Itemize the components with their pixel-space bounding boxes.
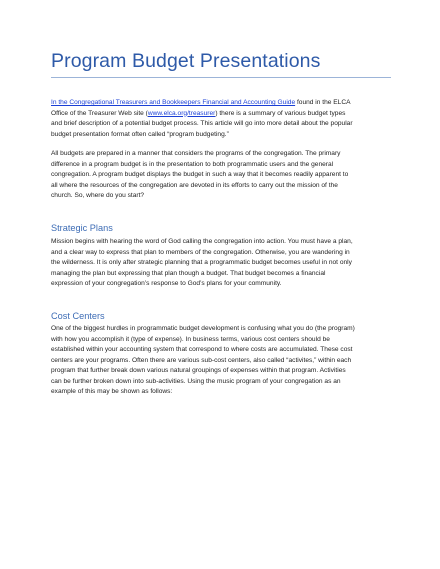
cost-centers-paragraph <box>51 324 393 398</box>
strategic-plans-heading: Strategic Plans <box>51 223 113 233</box>
body-line: All budgets are prepared in a manner that considers the programs of the congregation. The primary <box>51 150 341 157</box>
body-line: can be further broken down into sub-activities. Using the music program of your congregation as an <box>51 377 341 385</box>
intro-line-2-pre: Office of the Treasurer Web site ( <box>51 109 148 117</box>
body-line: program that further break down various natural groupings of expenses within that program. Activities <box>51 367 346 374</box>
body-line: managing the plan but expressing that plan though a budget. That budget becomes a financial <box>51 269 326 277</box>
intro-line-3: and brief description of a potential budget process. This article will go into more detail about the popular <box>51 120 353 127</box>
body-line: centers are your programs. Often there are various sub-cost centers, also called “activites,” within each <box>51 356 352 364</box>
budget-paragraph <box>51 149 393 202</box>
body-line: Mission begins with hearing the word of God calling the congregation into action. You must have a plan, <box>51 238 353 245</box>
body-line: all where the resources of the congregation are devoted in its efforts to carry out the mission of the <box>51 181 338 189</box>
body-line: expression of your congregation’s response to God’s plans for your community. <box>51 280 282 287</box>
body-line: difference in a program budget is in the presentation to both programmatic users and the general <box>51 160 334 168</box>
body-line: One of the biggest hurdles in programmatic budget development is confusing what you do (the program) <box>51 325 355 332</box>
intro-line-1-rest: found in the ELCA <box>295 99 351 106</box>
intro-line-2 <box>51 109 393 120</box>
guide-link[interactable]: In the Congregational Treasurers and Bookkeepers Financial and Accounting Guide <box>51 99 296 106</box>
intro-line-4: budget presentation format often called “program budgeting.” <box>51 130 229 138</box>
intro-line-1 <box>51 98 393 109</box>
body-line: established within your accounting system that correspond to where costs are accumulated. These cost <box>51 346 353 353</box>
treasurer-url-link[interactable]: www.elca.org/treasurer <box>147 109 216 117</box>
body-line: church. So, where do you start? <box>51 192 145 199</box>
title-divider <box>51 77 391 78</box>
strategic-plans-paragraph <box>51 237 393 290</box>
page-title: Program Budget Presentations <box>51 50 321 72</box>
intro-line-2-post: ) there is a summary of various budget types <box>215 109 346 117</box>
intro-paragraph <box>51 98 393 140</box>
body-line: congregation. A program budget displays the budget in such a way that it becomes readily apparent to <box>51 171 349 178</box>
body-line: with how you accomplish it (type of expense). In business terms, various cost centers should be <box>51 335 330 343</box>
cost-centers-heading: Cost Centers <box>51 311 105 321</box>
body-line: and a clear way to express that plan to members of the congregation. Otherwise, you are wandering in <box>51 248 350 256</box>
body-line: the wilderness. It is only after strategic planning that a programmatic budget becomes useful in not only <box>51 259 352 266</box>
body-line: example of this may be shown as follows: <box>51 388 173 395</box>
